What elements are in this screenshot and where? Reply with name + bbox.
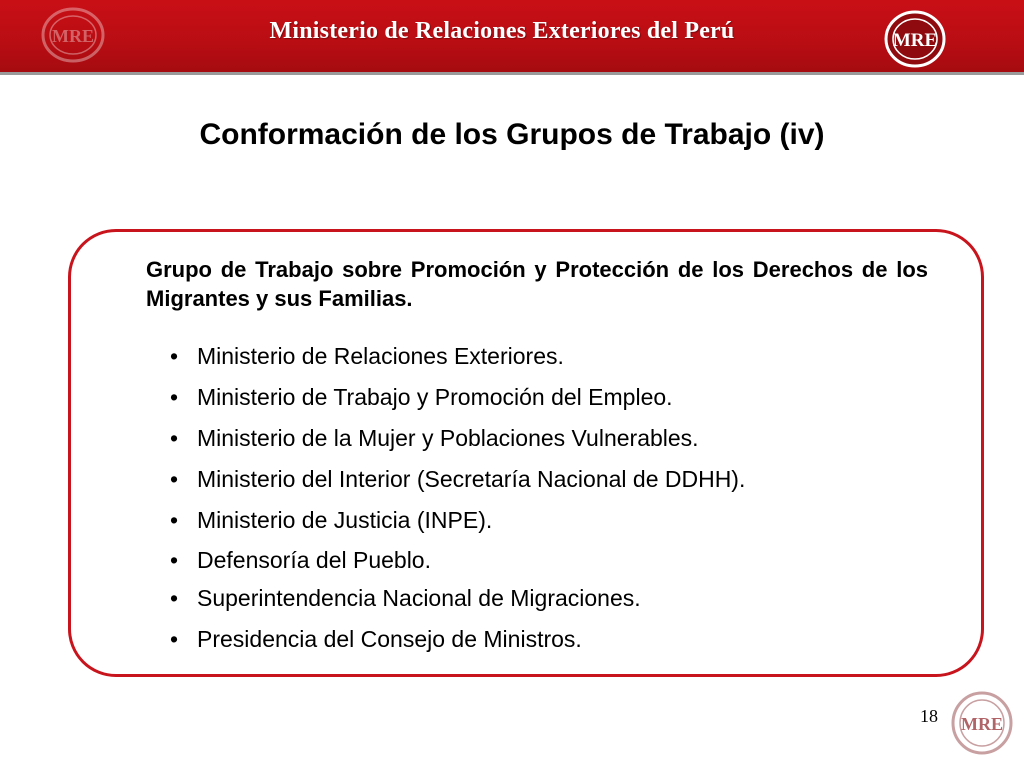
list-item-text: Ministerio de Trabajo y Promoción del Empleo. [197, 384, 673, 410]
header-band [0, 0, 1024, 75]
bullet-icon: • [170, 384, 179, 410]
bullet-icon: • [170, 507, 179, 533]
bullet-icon: • [170, 425, 179, 451]
svg-text:MRE: MRE [52, 26, 94, 46]
ministry-header-title: Ministerio de Relaciones Exteriores del Perú [269, 18, 735, 44]
list-item-text: Ministerio de Justicia (INPE). [197, 507, 493, 533]
svg-text:MRE: MRE [892, 30, 938, 51]
page-number: 18 [920, 706, 938, 726]
list-item [170, 465, 745, 493]
mre-seal-icon [884, 10, 946, 68]
list-item-text: Superintendencia Nacional de Migraciones. [197, 585, 641, 611]
list-item [170, 383, 673, 411]
list-item-text: Ministerio del Interior (Secretaría Nacional de DDHH). [197, 466, 746, 492]
mre-seal-footer-icon [950, 690, 1014, 756]
list-item-text: Presidencia del Consejo de Ministros. [197, 626, 582, 652]
bullet-icon: • [170, 343, 179, 369]
list-item [170, 625, 582, 653]
list-item [170, 546, 431, 574]
slide-title: Conformación de los Grupos de Trabajo (iv) [199, 118, 825, 151]
list-item [170, 584, 641, 612]
list-item [170, 424, 699, 452]
bullet-icon: • [170, 466, 179, 492]
list-item [170, 506, 492, 534]
svg-text:MRE: MRE [961, 714, 1003, 734]
list-item-text: Defensoría del Pueblo. [197, 547, 431, 573]
bullet-icon: • [170, 585, 179, 611]
bullet-icon: • [170, 626, 179, 652]
list-item [170, 342, 564, 370]
bullet-icon: • [170, 547, 179, 573]
working-group-heading: Grupo de Trabajo sobre Promoción y Protección de los Derechos de los Migrantes y sus Familias. [146, 257, 928, 311]
list-item-text: Ministerio de la Mujer y Poblaciones Vulnerables. [197, 425, 699, 451]
list-item-text: Ministerio de Relaciones Exteriores. [197, 343, 564, 369]
